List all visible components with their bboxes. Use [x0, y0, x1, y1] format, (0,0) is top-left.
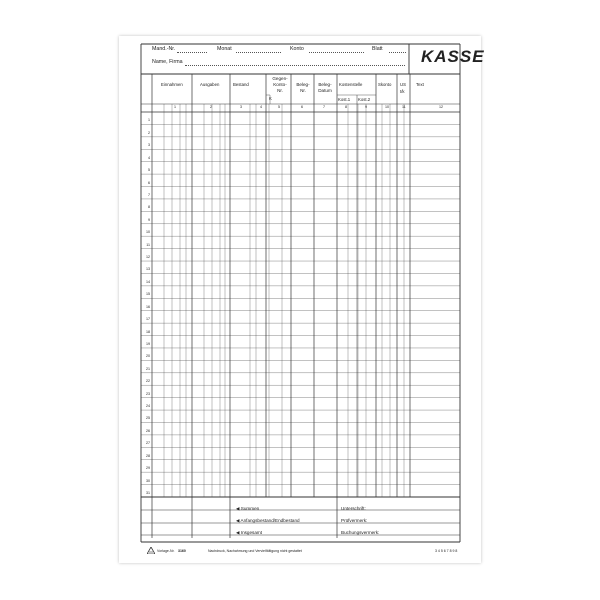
col-kostenstelle: Kostenstelle	[339, 82, 363, 87]
row-number: 29	[146, 466, 150, 471]
monat-field[interactable]	[236, 52, 281, 53]
column-number: 3	[240, 105, 242, 109]
monat-label: Monat	[217, 46, 232, 52]
row-number: 14	[146, 279, 150, 284]
col-gegenkonto-2: Konto-	[273, 82, 287, 87]
col-text: Text	[416, 82, 424, 87]
col-beleg-datum-1: Beleg-	[318, 82, 332, 87]
row-number: 13	[146, 267, 150, 272]
row-number: 4	[148, 155, 150, 160]
row-number: 21	[146, 366, 150, 371]
row-number: 22	[146, 379, 150, 384]
row-number: 12	[146, 255, 150, 260]
column-number: 12	[439, 105, 443, 109]
row-number: 23	[146, 391, 150, 396]
column-number: 7	[323, 105, 325, 109]
summen-label: ◀ Summen	[236, 506, 260, 511]
publisher-logo-icon	[147, 547, 155, 554]
mand-nr-field[interactable]	[177, 52, 207, 53]
copyright-notice: Nachdruck, Nachahmung und Vervielfältigung nicht gestattet	[208, 549, 302, 553]
name-firma-field[interactable]	[185, 65, 405, 66]
column-number: 1	[174, 105, 176, 109]
print-code: 3 4 5 6 7 8 9 8	[435, 549, 458, 553]
col-einnahmen: Einnahmen	[161, 82, 183, 87]
col-ust-2: t/k	[400, 89, 405, 94]
pruefvermerk-label: Prüfvermerk:	[341, 518, 368, 523]
blatt-label: Blatt	[372, 46, 383, 52]
row-number: 24	[146, 404, 150, 409]
row-number: 1	[148, 118, 150, 123]
row-number: 11	[146, 242, 150, 247]
row-number: 2	[148, 130, 150, 135]
col-bestand: Bestand	[233, 82, 249, 87]
ledger-grid	[119, 36, 481, 563]
row-number: 27	[146, 441, 150, 446]
row-number: 31	[146, 491, 150, 495]
row-number: 9	[148, 217, 150, 222]
row-number: 7	[148, 192, 150, 197]
column-number: 5	[278, 105, 280, 109]
row-number: 25	[146, 416, 150, 421]
col-beleg-nr-2: Nr.	[300, 88, 306, 93]
row-number: 26	[146, 428, 150, 433]
konto-field[interactable]	[309, 52, 364, 53]
row-number: 30	[146, 478, 150, 483]
vorlage-label: Vorlage-Nr.	[157, 549, 175, 553]
col-ausgaben: Ausgaben	[200, 82, 220, 87]
kasse-form-sheet	[119, 36, 485, 563]
row-number: 15	[146, 292, 150, 297]
column-number: 4	[260, 105, 262, 109]
kasse-title: KASSE	[421, 47, 485, 66]
column-number: 11	[402, 105, 406, 109]
buchungsvermerk-label: Buchungsvermerk:	[341, 530, 380, 535]
name-firma-label: Name, Firma	[152, 59, 183, 65]
blatt-field[interactable]	[389, 52, 406, 53]
col-gegenkonto-1: Gegen-	[272, 76, 288, 81]
unterschrift-label: Unterschrift:	[341, 506, 366, 511]
column-number: 8	[345, 105, 347, 109]
row-number: 18	[146, 329, 150, 334]
col-ust-1: US	[400, 82, 406, 87]
row-number: 3	[148, 143, 150, 148]
mand-nr-label: Mand.-Nr.	[152, 46, 176, 52]
anfangsbestand-label: ◀ Anfangsbestand/Endbestand	[236, 518, 300, 523]
column-number: 10	[385, 105, 389, 109]
konto-label: Konto	[290, 46, 304, 52]
row-number: 8	[148, 205, 150, 210]
row-number: 6	[148, 180, 150, 185]
col-kost2: Kost.2	[358, 97, 371, 102]
col-skonto: Skonto	[378, 82, 392, 87]
column-number: 2	[210, 105, 212, 109]
row-number: 20	[146, 354, 150, 359]
row-number: 17	[146, 317, 150, 322]
column-number: 9	[365, 105, 367, 109]
col-gegenkonto-k: K	[269, 96, 272, 101]
insgesamt-label: ◀ Insgesamt	[236, 530, 263, 535]
col-gegenkonto-3: Nr.	[277, 88, 283, 93]
col-beleg-nr-1: Beleg-	[296, 82, 310, 87]
column-number: 6	[301, 105, 303, 109]
col-beleg-datum-2: Datum	[318, 88, 332, 93]
row-number: 16	[146, 304, 150, 309]
row-number: 10	[146, 230, 150, 235]
row-number: 5	[148, 168, 150, 173]
vorlage-number: 3160	[178, 549, 186, 553]
row-number: 28	[146, 453, 150, 458]
col-kost1: Kost.1	[338, 97, 351, 102]
row-number: 19	[146, 341, 150, 346]
